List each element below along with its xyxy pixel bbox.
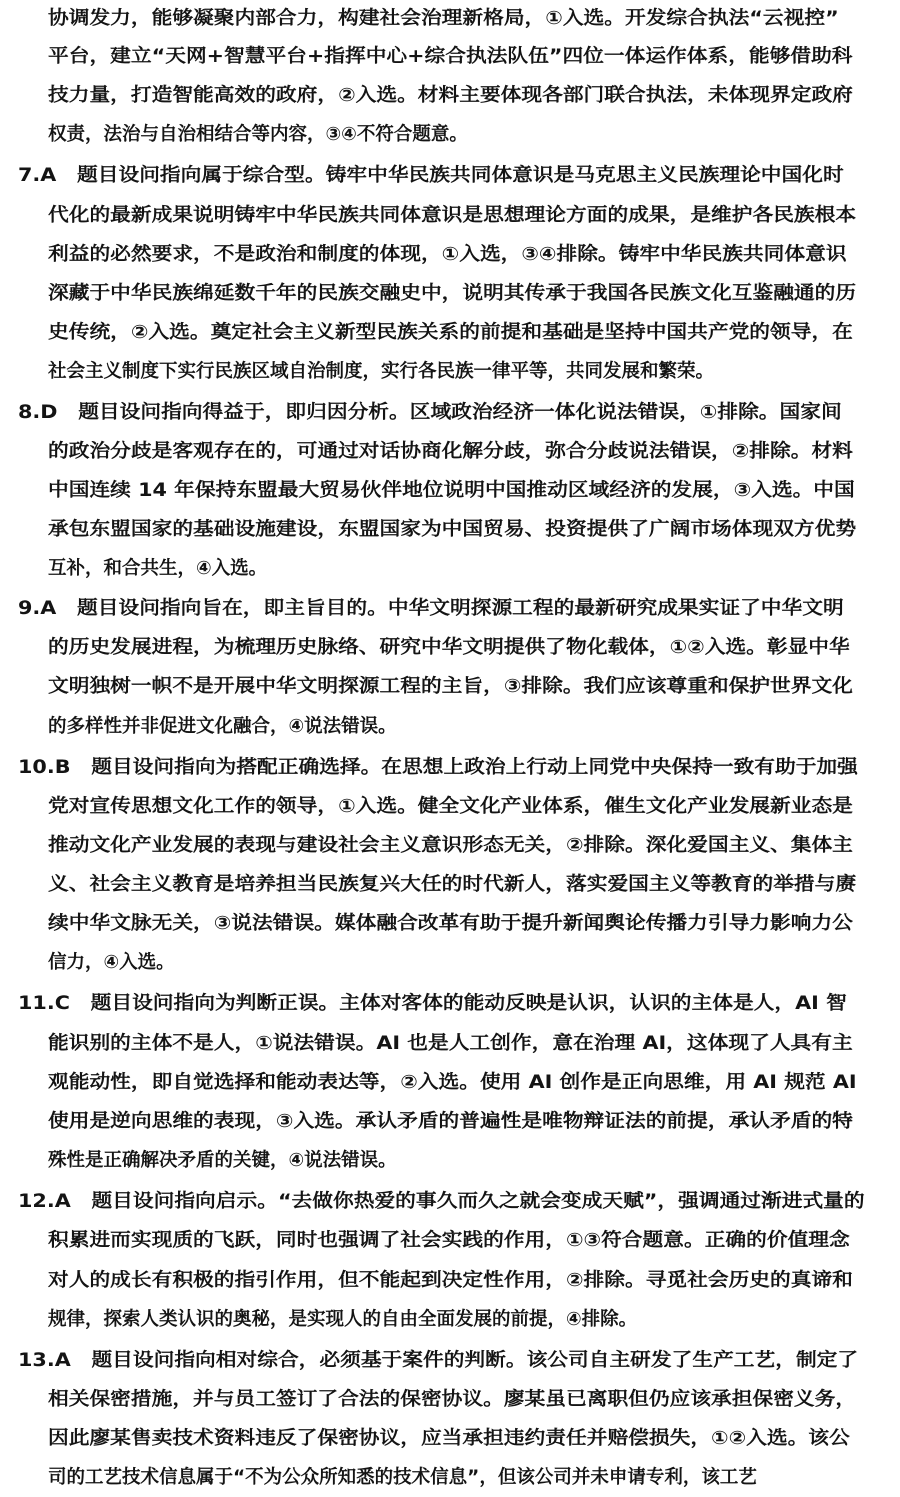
- line-text: 利益的必然要求，不是政治和制度的体现，①入选，③④排除。铸牢中华民族共同体意识: [48, 244, 847, 265]
- answer-8-d-line: [48, 511, 882, 549]
- line-text: 互补，和合共生，④入选。: [48, 558, 268, 579]
- line-text: 11.C 题目设问指向为判断正误。主体对客体的能动反映是认识，认识的主体是人，AI 智: [18, 993, 847, 1014]
- answer-11-c-line: [48, 1103, 882, 1141]
- answer-11-c-line: [48, 1142, 882, 1180]
- answer-9-a-line: [48, 629, 882, 667]
- line-text: 推动文化产业发展的表现与建设社会主义意识形态无关，②排除。深化爱国主义、集体主: [48, 835, 853, 856]
- line-text: 技力量，打造智能高效的政府，②入选。材料主要体现各部门联合执法，未体现界定政府: [48, 85, 853, 106]
- line-text: 积累进而实现质的飞跃，同时也强调了社会实践的作用，①③符合题意。正确的价值理念: [48, 1230, 850, 1251]
- line-text: 的历史发展进程，为梳理历史脉络、研究中华文明提供了物化载体，①②入选。彰显中华: [48, 637, 850, 658]
- line-text: 8.D 题目设问指向得益于，即归因分析。区域政治经济一体化说法错误，①排除。国家间: [18, 402, 842, 423]
- line-text: 9.A 题目设问指向旨在，即主旨目的。中华文明探源工程的最新研究成果实证了中华文明: [18, 598, 844, 619]
- answer-7-a-line: [48, 314, 882, 352]
- answer-13-a-line: [48, 1459, 882, 1497]
- line-text: 相关保密措施，并与员工签订了合法的保密协议。廖某虽已离职但仍应该承担保密义务，: [48, 1389, 857, 1410]
- answer-11-c-line: [48, 1025, 882, 1063]
- answer-12-a-line: [18, 1183, 882, 1221]
- line-text: 续中华文脉无关，③说法错误。媒体融合改革有助于提升新闻舆论传播力引导力影响力公: [48, 913, 853, 934]
- line-text: 社会主义制度下实行民族区域自治制度，实行各民族一律平等，共同发展和繁荣。: [48, 361, 715, 382]
- line-text: 规律，探索人类认识的奥秘，是实现人的自由全面发展的前提，④排除。: [48, 1309, 638, 1330]
- answer-8-d-line: [48, 472, 882, 510]
- answer-12-a-line: [48, 1262, 882, 1300]
- line-text: 因此廖某售卖技术资料违反了保密协议，应当承担违约责任并赔偿损失，①②入选。该公: [48, 1428, 850, 1449]
- paragraph-line-continued: [48, 116, 882, 154]
- line-text: 承包东盟国家的基础设施建设，东盟国家为中国贸易、投资提供了广阔市场体现双方优势: [48, 519, 857, 540]
- line-text: 信力，④入选。: [48, 952, 175, 973]
- answer-7-a-line: [48, 353, 882, 391]
- answer-7-a-line: [48, 197, 882, 235]
- answer-8-d-line: [48, 433, 882, 471]
- answer-10-b-line: [48, 944, 882, 982]
- line-text: 权责，法治与自治相结合等内容，③④不符合题意。: [48, 124, 468, 145]
- line-text: 12.A 题目设问指向启示。“去做你热爱的事久而久之就会变成天赋”，强调通过渐进式量的: [18, 1191, 865, 1212]
- answer-13-a-line: [48, 1381, 882, 1419]
- line-text: 党对宣传思想文化工作的领导，①入选。健全文化产业体系，催生文化产业发展新业态是: [48, 796, 853, 817]
- line-text: 使用是逆向思维的表现，③入选。承认矛盾的普遍性是唯物辩证法的前提，承认矛盾的特: [48, 1111, 853, 1132]
- answer-10-b-line: [48, 866, 882, 904]
- answer-10-b-line: [48, 827, 882, 865]
- paragraph-line-continued: [48, 38, 882, 76]
- line-text: 中国连续 14 年保持东盟最大贸易伙伴地位说明中国推动区域经济的发展，③入选。中国: [48, 480, 855, 501]
- line-text: 史传统，②入选。奠定社会主义新型民族关系的前提和基础是坚持中国共产党的领导，在: [48, 322, 853, 343]
- paragraph-line-continued: [48, 77, 882, 115]
- line-text: 殊性是正确解决矛盾的关键，④说法错误。: [48, 1150, 397, 1171]
- line-text: 能识别的主体不是人，①说法错误。AI 也是人工创作，意在治理 AI，这体现了人具有主: [48, 1033, 853, 1054]
- line-text: 10.B 题目设问指向为搭配正确选择。在思想上政治上行动上同党中央保持一致有助于加强: [18, 757, 858, 778]
- answer-10-b-line: [18, 749, 882, 787]
- line-text: 深藏于中华民族绵延数千年的民族交融史中，说明其传承于我国各民族文化互鉴融通的历: [48, 283, 857, 304]
- line-text: 的政治分歧是客观存在的，可通过对话协商化解分歧，弥合分歧说法错误，②排除。材料: [48, 441, 853, 462]
- answer-7-a-line: [18, 157, 882, 195]
- answer-10-b-line: [48, 905, 882, 943]
- paragraph-line-continued: [48, 0, 882, 38]
- line-text: 协调发力，能够凝聚内部合力，构建社会治理新格局，①入选。开发综合执法“云视控”: [48, 8, 839, 29]
- line-text: 文明独树一帜不是开展中华文明探源工程的主旨，③排除。我们应该尊重和保护世界文化: [48, 676, 853, 697]
- answer-13-a-line: [48, 1420, 882, 1458]
- answer-8-d-line: [18, 394, 882, 432]
- answer-12-a-line: [48, 1301, 882, 1339]
- line-text: 司的工艺技术信息属于“不为公众所知悉的技术信息”，但该公司并未申请专利，该工艺: [48, 1467, 757, 1488]
- answer-7-a-line: [48, 236, 882, 274]
- answer-11-c-line: [48, 1064, 882, 1102]
- answer-9-a-line: [18, 590, 882, 628]
- line-text: 7.A 题目设问指向属于综合型。铸牢中华民族共同体意识是马克思主义民族理论中国化时: [18, 165, 844, 186]
- line-text: 13.A 题目设问指向相对综合，必须基于案件的判断。该公司自主研发了生产工艺，制定了: [18, 1350, 859, 1371]
- answer-7-a-line: [48, 275, 882, 313]
- line-text: 平台，建立“天网+智慧平台+指挥中心+综合执法队伍”四位一体运作体系，能够借助科: [48, 46, 853, 67]
- answer-9-a-line: [48, 668, 882, 706]
- line-text: 观能动性，即自觉选择和能动表达等，②入选。使用 AI 创作是正向思维，用 AI 规范 AI: [48, 1072, 857, 1093]
- line-text: 义、社会主义教育是培养担当民族复兴大任的时代新人，落实爱国主义等教育的举措与赓: [48, 874, 857, 895]
- line-text: 代化的最新成果说明铸牢中华民族共同体意识是思想理论方面的成果，是维护各民族根本: [48, 205, 857, 226]
- answer-8-d-line: [48, 550, 882, 588]
- answer-11-c-line: [18, 985, 882, 1023]
- answer-13-a-line: [18, 1342, 882, 1380]
- answer-12-a-line: [48, 1222, 882, 1260]
- line-text: 的多样性并非促进文化融合，④说法错误。: [48, 716, 397, 737]
- answer-10-b-line: [48, 788, 882, 826]
- answer-9-a-line: [48, 708, 882, 746]
- line-text: 对人的成长有积极的指引作用，但不能起到决定性作用，②排除。寻觅社会历史的真谛和: [48, 1270, 853, 1291]
